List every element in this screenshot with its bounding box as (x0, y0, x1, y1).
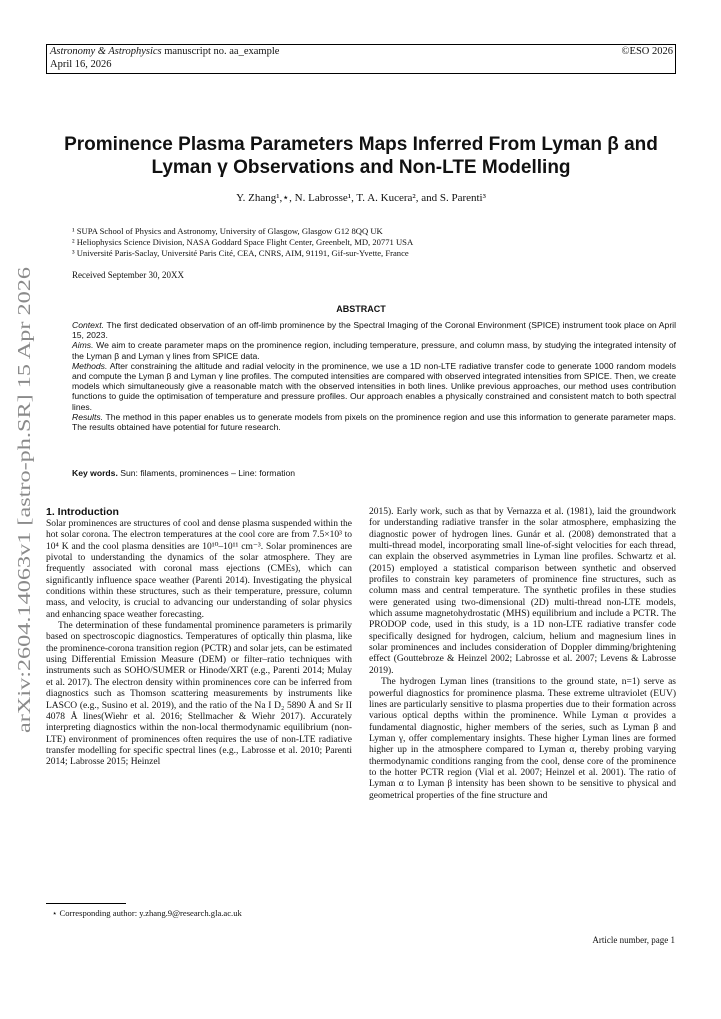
footnote: ⋆ Corresponding author: y.zhang.9@research.gla.ac.uk (52, 908, 242, 918)
aims-label: Aims. (72, 340, 94, 351)
left-column (46, 519, 352, 769)
abstract-body (72, 320, 676, 432)
manuscript-date: April 16, 2026 (50, 59, 112, 70)
keywords-text: Sun: filaments, prominences – Line: formation (117, 468, 296, 478)
affiliation-2: ² Heliophysics Science Division, NASA Goddard Space Flight Center, Greenbelt, MD, 20771 USA (72, 237, 414, 247)
journal-line (50, 46, 279, 57)
abstract-heading: ABSTRACT (336, 304, 386, 314)
title-line-2: Lyman γ Observations and Non-LTE Modelling (151, 157, 571, 178)
abstract-aims: Aims. We aim to create parameter maps on the prominence region, including temperature, pressure, and column mass, by studying the integrated intensity of the Lyman β and Lyman γ lines from SPICE data. (72, 340, 676, 361)
journal-name: Astronomy & Astrophysics (50, 46, 162, 57)
paragraph: The hydrogen Lyman lines (transitions to the ground state, n=1) serve as powerful diagnostics for prominence plasma. These extreme ultraviolet (EUV) lines are particularly sensitive to plasma properties due to their formation across various optical depths within the prominence. While Lyman α provides a fundamental diagnostic, higher members of the series, such as Lyman β and Lyman γ, offer complementary insights. These higher Lyman lines are formed higher up in the atmosphere compared to Lyman α, thereby probing varying thermodynamic conditions ranging from the cool, dense core of the prominence to the hotter PCTR region (Vial et al. 2007; Heinzel et al. 2001). The ratio of Lyman α to Lyman β intensity has been shown to be sensitive to physical and geometrical properties of the fine structure and (369, 677, 676, 801)
copyright: ©ESO 2026 (621, 46, 673, 57)
affiliation-3: ³ Université Paris-Saclay, Université Paris Cité, CEA, CNRS, AIM, 91191, Gif-sur-Yvette, France (72, 248, 409, 258)
keywords-label: Key words. (72, 468, 118, 478)
context-label: Context. (72, 320, 105, 330)
keywords (72, 468, 295, 478)
paragraph: Solar prominences are structures of cool and dense plasma suspended within the hot solar corona. The electron temperatures at the cool core are from 7.5×10³ to 10⁴ K and the cool plasma densities are 10¹⁰–10¹¹ cm⁻³. Solar prominences are pivotal to understanding the dynamics of the solar atmosphere. They are frequently associated with coronal mass ejections (CMEs), which can significantly influence space weather (Parenti 2014). Investigating the physical conditions within these structures, such as their temperature, pressure, column mass, and velocity, is crucial to advancing our understanding of solar physics and enhancing space weather forecasting. (46, 519, 352, 620)
paragraph: The determination of these fundamental prominence parameters is primarily based on spectroscopic diagnostics. Temperatures of optically thin plasma, like the prominence-corona transition region (PCTR) and solar jets, can be estimated using Differential Emission Measure (DEM) or filter–ratio techniques with instruments such as SOHO/SUMER or Hinode/XRT (e.g., Parenti 2014; Mulay et al. 2017). The electron density within prominences core can be inferred from diagnostics such as Thomson scattering measurements by instruments like LASCO (e.g., Susino et al. 2019), and the ratio of the Na I D₂ 5890 Å and Sr II 4078 Å lines(Wiehr et al. 2016; Stellmacher & Wiehr 2017). Accurately interpreting diagnostics within the non-local thermodynamic equilibrium (non-LTE) environment of prominences often requires the use of non-LTE radiative transfer modelling for specific spectral lines (e.g., Labrosse et al. 2010; Parenti 2014; Labrosse 2015; Heinzel (46, 621, 352, 768)
right-column (369, 507, 676, 802)
page-number: Article number, page 1 (592, 935, 675, 945)
affiliation-1: ¹ SUPA School of Physics and Astronomy, University of Glasgow, Glasgow G12 8QQ UK (72, 226, 383, 236)
author-list: Y. Zhang¹,⋆, N. Labrosse¹, T. A. Kucera², and S. Parenti³ (236, 192, 486, 204)
footnote-rule (46, 903, 126, 904)
title-line-1: Prominence Plasma Parameters Maps Inferred From Lyman β and (64, 134, 658, 155)
results-label: Results. (72, 411, 104, 422)
abstract-methods: Methods. After constraining the altitude and radial velocity in the prominence, we use a 1D non-LTE radiative transfer code to generate 1000 random models and compute the Lyman β and Lyman γ line profiles. The computed intensities are compared with observed integrated intensities from SPICE. Then, we create models which simultaneously give a reasonable match with the observed intensities in both lines. Unlike previous approaches, our method uses contribution functions to guide the optimisation of temperature and pressure profiles. Our approach enables a physically constrained and consistent match to both spectral lines. (72, 360, 676, 412)
paragraph: 2015). Early work, such as that by Vernazza et al. (1981), laid the groundwork for understanding radiative transfer in the solar atmosphere, emphasizing the diagnostic power of hydrogen lines. Gunár et al. (2008) demonstrated that a multi-thread model, incorporating small line-of-sight velocities for each thread, can explain the observed asymmetries in Lyman line profiles. Schwartz et al. (2015) employed a statistical comparison between synthetic and observed profiles to constrain key parameters of prominence fine structures, such as column mass and central temperature. The synthetic profiles in these studies were generated using two-dimensional (2D) multi-thread non-LTE models, which assume magnetohydrostatic (MHS) equilibrium and include a PCTR. The PRODOP code, used in this study, is a 1D non-LTE radiative transfer code specifically designed for hydrogen, calcium, helium and magnesium lines in solar prominences and includes consideration of Doppler dimming/brightening effect (Gouttebroze & Heinzel 2002; Labrosse et al. 2007; Levens & Labrosse 2019). (369, 507, 676, 676)
arxiv-id: arXiv:2604.14063v1 [astro-ph.SR] 15 Apr 2026 (14, 387, 34, 733)
manuscript-id: manuscript no. aa_example (161, 46, 280, 57)
section-heading: 1. Introduction (46, 506, 119, 518)
abstract-results: Results. The method in this paper enables us to generate models from pixels on the prominence region and use this information to generate parameter maps. The results obtained have potential for future research. (72, 411, 676, 433)
arxiv-sidebar-stamp (4, 265, 40, 735)
received-date: Received September 30, 20XX (72, 270, 184, 280)
paper-title (40, 133, 682, 179)
methods-label: Methods. (72, 360, 108, 371)
abstract-context: Context. The first dedicated observation of an off-limb prominence by the Spectral Imaging of the Coronal Environment (SPICE) instrument took place on April 15, 2023. (72, 320, 676, 341)
